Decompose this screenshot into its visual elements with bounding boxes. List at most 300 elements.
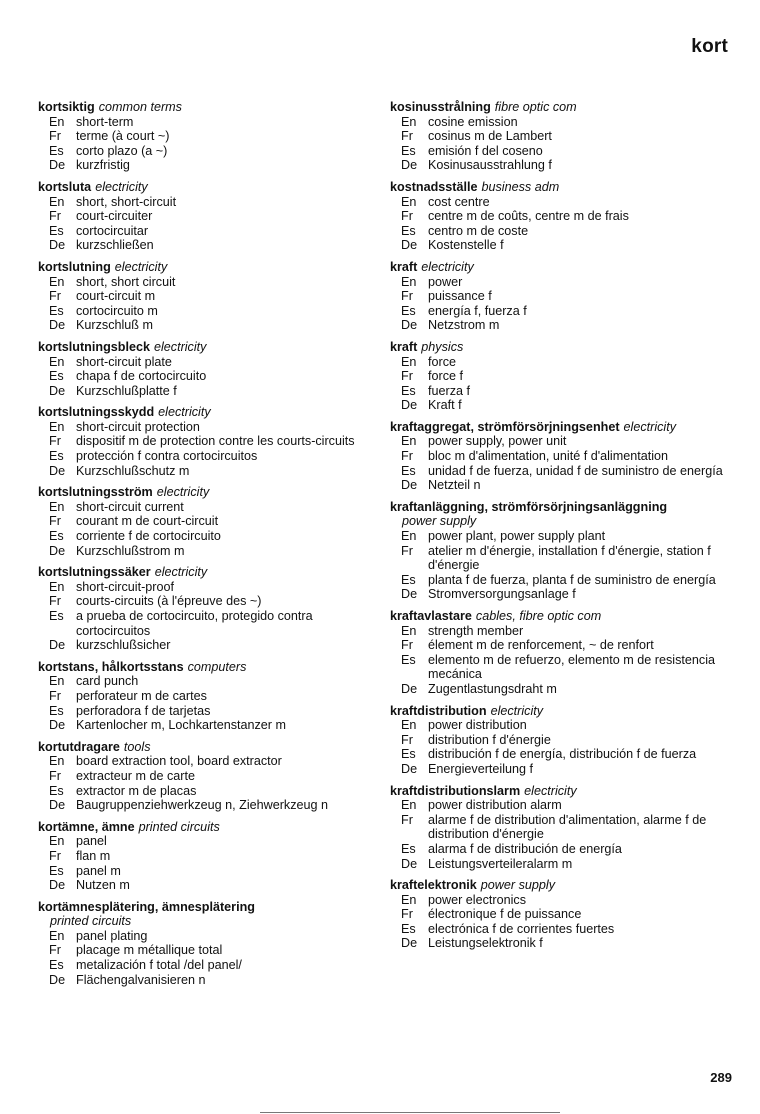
translation-text: corto plazo (a ~) <box>76 143 168 158</box>
translation-row <box>390 653 730 682</box>
translation-row <box>38 594 364 609</box>
language-code: Es <box>401 303 416 318</box>
language-code: En <box>401 194 417 209</box>
entry-heading <box>390 100 730 115</box>
translation-text: card punch <box>76 674 139 689</box>
translation-text: Kurzschlußstrom m <box>76 543 185 558</box>
entry-heading <box>38 660 364 675</box>
language-code: Es <box>401 223 416 238</box>
language-code: En <box>401 718 417 733</box>
translation-text: puissance f <box>428 289 492 304</box>
translation-text: a prueba de cortocircuito, protegido contra cortocircuitos <box>76 609 313 638</box>
subject-field: electricity <box>158 405 211 420</box>
translation-text: Kurzschluß m <box>76 318 153 333</box>
dictionary-entry <box>390 878 730 951</box>
translation-row <box>38 369 364 384</box>
language-code: En <box>49 579 65 594</box>
dictionary-entry <box>38 340 364 398</box>
language-code: En <box>49 114 65 129</box>
translation-text: panel m <box>76 863 121 878</box>
language-code: En <box>401 434 417 449</box>
language-code: De <box>401 318 418 333</box>
translation-text: Stromversorgungsanlage f <box>428 587 576 602</box>
bottom-rule <box>260 1112 560 1113</box>
language-code: Es <box>401 921 416 936</box>
translation-text: power plant, power supply plant <box>428 529 606 544</box>
language-code: De <box>49 383 66 398</box>
translation-row <box>38 304 364 319</box>
subject-field: electricity <box>156 485 210 500</box>
translation-text: dispositif m de protection contre les courts-circuits <box>76 434 355 449</box>
headword: kortämnesplätering, ämnesplätering <box>38 899 255 914</box>
translation-row <box>38 878 364 893</box>
translation-row <box>38 544 364 559</box>
dictionary-entry <box>38 180 364 253</box>
dictionary-entry <box>38 260 364 333</box>
translation-row <box>38 638 364 653</box>
subject-field: business adm <box>481 179 560 194</box>
language-code: En <box>401 798 417 813</box>
translation-text: Baugruppenziehwerkzeug n, Ziehwerkzeug n <box>76 798 329 813</box>
language-code: Fr <box>49 688 61 703</box>
translation-row <box>390 238 730 253</box>
language-code: En <box>401 892 417 907</box>
translation-row <box>38 609 364 638</box>
translation-text: flan m <box>76 848 111 863</box>
language-code: En <box>49 928 65 943</box>
translation-text: élement m de renforcement, ~ de renfort <box>428 638 654 653</box>
translation-text: Kraft f <box>428 398 462 413</box>
translation-text: power distribution <box>428 718 527 733</box>
translation-row <box>38 529 364 544</box>
subject-field: electricity <box>95 179 148 194</box>
subject-field: printed circuits <box>138 819 220 834</box>
entry-heading <box>38 340 364 355</box>
translation-row <box>38 929 364 944</box>
translation-row <box>38 224 364 239</box>
translation-text: Kartenlocher m, Lochkartenstanzer m <box>76 718 286 733</box>
language-code: De <box>401 681 418 696</box>
language-code: Fr <box>401 638 413 653</box>
language-code: Es <box>49 529 64 544</box>
subject-field: electricity <box>153 339 207 354</box>
translation-row <box>390 195 730 210</box>
translation-text: protección f contra cortocircuitos <box>76 449 258 464</box>
translation-text: energía f, fuerza f <box>428 303 527 318</box>
language-code: De <box>49 318 66 333</box>
language-code: De <box>49 158 66 173</box>
translation-row <box>38 689 364 704</box>
language-code: De <box>401 936 418 951</box>
translation-row <box>38 384 364 399</box>
translation-text: Zugentlastungsdraht m <box>428 681 557 696</box>
dictionary-entry <box>390 500 730 602</box>
language-code: Es <box>49 449 64 464</box>
translation-text: planta f de fuerza, planta f de suministro de energía <box>428 572 716 587</box>
translation-row <box>390 529 730 544</box>
translation-row <box>390 813 730 842</box>
language-code: En <box>401 354 417 369</box>
translation-text: short, short circuit <box>76 274 176 289</box>
dictionary-entry <box>390 420 730 493</box>
translation-text: distribution f d'énergie <box>428 732 551 747</box>
entry-heading <box>390 878 730 893</box>
translation-text: Leistungsverteileralarm m <box>428 856 573 871</box>
translation-text: perforateur m de cartes <box>76 688 207 703</box>
translation-row <box>390 936 730 951</box>
translation-row <box>390 478 730 493</box>
entry-heading <box>390 340 730 355</box>
translation-row <box>38 449 364 464</box>
headword: kortstans, hålkortsstans <box>38 659 184 674</box>
headword: kraftavlastare <box>390 609 472 623</box>
translation-text: force <box>428 354 456 369</box>
language-code: Es <box>49 863 64 878</box>
translation-row <box>390 922 730 937</box>
language-code: En <box>49 194 65 209</box>
translation-row <box>38 464 364 479</box>
entry-heading <box>38 820 364 835</box>
language-code: En <box>49 354 65 369</box>
language-code: Fr <box>49 943 61 958</box>
translation-text: électronique f de puissance <box>428 907 582 922</box>
translation-row <box>390 434 730 449</box>
translation-text: centre m de coûts, centre m de frais <box>428 209 629 224</box>
translation-row <box>390 384 730 399</box>
language-code: Fr <box>49 768 61 783</box>
translation-text: short-term <box>76 114 134 129</box>
language-code: De <box>401 238 418 253</box>
language-code: En <box>401 529 417 544</box>
language-code: De <box>49 638 66 653</box>
language-code: En <box>49 419 65 434</box>
translation-text: Netzstrom m <box>428 318 500 333</box>
entry-heading <box>38 180 364 195</box>
headword: kraftaggregat, strömförsörjningsenhet <box>390 419 620 434</box>
language-code: Fr <box>401 289 413 304</box>
translation-text: court-circuiter <box>76 209 153 224</box>
translation-row <box>38 704 364 719</box>
subject-field: power supply <box>480 878 556 893</box>
language-code: Fr <box>401 732 413 747</box>
subject-field: physics <box>421 339 464 354</box>
subject-field: electricity <box>623 419 677 434</box>
language-code: Es <box>401 652 416 667</box>
subject-field: electricity <box>490 703 544 718</box>
translation-row <box>390 129 730 144</box>
language-code: Es <box>401 747 416 762</box>
translation-text: kurzschließen <box>76 238 154 253</box>
subject-field: printed circuits <box>50 914 132 929</box>
translation-row <box>38 958 364 973</box>
subject-field: computers <box>187 659 247 674</box>
language-code: Fr <box>401 907 413 922</box>
translation-row <box>390 144 730 159</box>
translation-text: chapa f de cortocircuito <box>76 369 207 384</box>
translation-row <box>390 857 730 872</box>
translation-row <box>38 144 364 159</box>
translation-text: strength member <box>428 623 524 638</box>
translation-row <box>390 464 730 479</box>
translation-text: Kostenstelle f <box>428 238 504 253</box>
translation-text: distribución f de energía, distribución f de fuerza <box>428 747 697 762</box>
translation-row <box>390 304 730 319</box>
translation-row <box>390 398 730 413</box>
dictionary-entry <box>38 660 364 733</box>
language-code: Fr <box>401 449 413 464</box>
language-code: En <box>49 834 65 849</box>
translation-row <box>390 209 730 224</box>
translation-row <box>390 682 730 697</box>
translation-text: Netzteil n <box>428 478 481 493</box>
language-code: De <box>401 158 418 173</box>
headword: kraftdistributionslarm <box>390 783 521 798</box>
language-code: Fr <box>49 848 61 863</box>
headword: kortämne, ämne <box>38 819 135 834</box>
language-code: En <box>401 623 417 638</box>
translation-row <box>38 769 364 784</box>
entry-heading <box>38 900 364 929</box>
translation-row <box>390 449 730 464</box>
language-code: De <box>401 856 418 871</box>
entry-heading <box>390 500 730 529</box>
translation-text: bloc m d'alimentation, unité f d'alimentation <box>428 449 669 464</box>
entry-heading <box>38 565 364 580</box>
language-code: Es <box>49 958 64 973</box>
translation-text: kurzfristig <box>76 158 130 173</box>
translation-text: cosinus m de Lambert <box>428 129 552 144</box>
translation-row <box>38 849 364 864</box>
language-code: Fr <box>401 543 413 558</box>
language-code: De <box>49 463 66 478</box>
entry-heading <box>38 260 364 275</box>
translation-row <box>38 434 364 449</box>
language-code: Es <box>401 572 416 587</box>
language-code: De <box>49 543 66 558</box>
entry-heading <box>390 784 730 799</box>
language-code: Es <box>49 223 64 238</box>
translation-row <box>38 275 364 290</box>
entry-heading <box>390 420 730 435</box>
translation-text: Leistungselektronik f <box>428 936 543 951</box>
subject-field: power supply <box>402 514 477 529</box>
language-code: Fr <box>49 129 61 144</box>
translation-text: board extraction tool, board extractor <box>76 754 282 769</box>
dictionary-entry <box>38 740 364 813</box>
translation-text: short-circuit-proof <box>76 579 174 594</box>
language-code: Es <box>49 703 64 718</box>
translation-row <box>390 275 730 290</box>
language-code: Es <box>401 463 416 478</box>
subject-field: common terms <box>98 100 182 114</box>
entry-heading <box>38 100 364 115</box>
language-code: Es <box>49 609 64 623</box>
translation-row <box>390 544 730 573</box>
running-headword: kort <box>691 36 728 57</box>
left-column <box>38 100 364 994</box>
right-column <box>390 100 730 958</box>
translation-row <box>390 355 730 370</box>
translation-row <box>390 587 730 602</box>
dictionary-entry <box>390 100 730 173</box>
language-code: Fr <box>401 129 413 144</box>
translation-text: atelier m d'énergie, installation f d'énergie, station f d'énergie <box>428 543 711 573</box>
translation-text: placage m métallique total <box>76 943 223 958</box>
language-code: En <box>49 754 65 769</box>
dictionary-entry <box>390 609 730 697</box>
translation-text: force f <box>428 369 463 384</box>
translation-text: courts-circuits (à l'épreuve des ~) <box>76 594 262 609</box>
translation-text: short-circuit protection <box>76 419 200 434</box>
translation-row <box>390 369 730 384</box>
translation-row <box>390 718 730 733</box>
language-code: Fr <box>401 812 413 827</box>
language-code: Fr <box>49 289 61 304</box>
page-number: 289 <box>710 1070 732 1085</box>
translation-text: Energieverteilung f <box>428 761 534 776</box>
headword: kortslutning <box>38 259 111 274</box>
translation-text: panel plating <box>76 928 148 943</box>
language-code: Fr <box>401 369 413 384</box>
entry-heading <box>38 485 364 500</box>
translation-text: terme (à court ~) <box>76 129 170 144</box>
language-code: En <box>401 274 417 289</box>
language-code: De <box>49 878 66 893</box>
language-code: Fr <box>49 434 61 449</box>
subject-field: electricity <box>524 783 577 798</box>
language-code: Es <box>401 841 416 856</box>
translation-text: panel <box>76 834 107 849</box>
translation-text: unidad f de fuerza, unidad f de suministro de energía <box>428 463 723 478</box>
translation-row <box>38 115 364 130</box>
dictionary-entry <box>390 704 730 777</box>
headword: kortutdragare <box>38 739 120 754</box>
translation-row <box>38 943 364 958</box>
translation-row <box>38 514 364 529</box>
translation-row <box>390 289 730 304</box>
translation-text: short, short-circuit <box>76 194 177 209</box>
translation-text: kurzschlußsicher <box>76 638 171 653</box>
language-code: Es <box>49 303 64 318</box>
headword: kortslutningsström <box>38 485 153 500</box>
headword: kortsluta <box>38 179 92 194</box>
translation-row <box>390 573 730 588</box>
subject-field: electricity <box>154 565 208 580</box>
headword: kortslutningssäker <box>38 565 151 580</box>
headword: kostnadsställe <box>390 179 478 194</box>
translation-row <box>390 907 730 922</box>
language-code: De <box>49 238 66 253</box>
translation-row <box>390 733 730 748</box>
translation-row <box>38 129 364 144</box>
headword: kortsiktig <box>38 100 95 114</box>
language-code: De <box>401 761 418 776</box>
language-code: Fr <box>401 209 413 224</box>
translation-row <box>38 355 364 370</box>
subject-field: fibre optic com <box>494 100 577 114</box>
translation-text: short-circuit current <box>76 499 184 514</box>
translation-row <box>38 754 364 769</box>
translation-text: metalización f total /del panel/ <box>76 958 242 973</box>
subject-field: electricity <box>421 259 474 274</box>
headword: kraftdistribution <box>390 703 487 718</box>
translation-text: power electronics <box>428 892 526 907</box>
translation-text: fuerza f <box>428 383 470 398</box>
language-code: En <box>49 674 65 689</box>
language-code: De <box>401 587 418 602</box>
dictionary-entry <box>38 820 364 893</box>
translation-row <box>390 318 730 333</box>
translation-text: Kurzschlußschutz m <box>76 463 190 478</box>
translation-row <box>38 784 364 799</box>
translation-text: alarme f de distribution d'alimentation, alarme f de distribution d'énergie <box>428 812 707 842</box>
translation-row <box>390 747 730 762</box>
entry-heading <box>390 609 730 624</box>
translation-text: Kurzschlußplatte f <box>76 383 177 398</box>
translation-row <box>38 674 364 689</box>
translation-text: cortocircuitar <box>76 223 149 238</box>
subject-field: cables, fibre optic com <box>475 609 602 623</box>
translation-text: extracteur m de carte <box>76 768 195 783</box>
language-code: En <box>49 274 65 289</box>
headword: kortslutningsskydd <box>38 405 155 420</box>
dictionary-entry <box>390 260 730 333</box>
language-code: De <box>49 972 66 987</box>
translation-text: power <box>428 274 463 289</box>
translation-row <box>390 842 730 857</box>
translation-row <box>390 893 730 908</box>
subject-field: electricity <box>114 259 168 274</box>
translation-row <box>38 420 364 435</box>
translation-row <box>390 762 730 777</box>
translation-row <box>38 195 364 210</box>
dictionary-entry <box>390 340 730 413</box>
language-code: De <box>49 718 66 733</box>
translation-row <box>38 798 364 813</box>
dictionary-entry <box>390 180 730 253</box>
translation-text: court-circuit m <box>76 289 156 304</box>
language-code: En <box>49 499 65 514</box>
headword: kortslutningsbleck <box>38 339 150 354</box>
dictionary-entry <box>38 100 364 173</box>
headword: kraftanläggning, strömförsörjningsanläggning <box>390 499 668 514</box>
language-code: Es <box>401 383 416 398</box>
translation-row <box>38 864 364 879</box>
translation-text: power supply, power unit <box>428 434 567 449</box>
language-code: Fr <box>49 594 61 609</box>
dictionary-entry <box>38 900 364 988</box>
language-code: Es <box>49 783 64 798</box>
translation-text: alarma f de distribución de energía <box>428 841 622 856</box>
dictionary-entry <box>38 405 364 478</box>
language-code: Es <box>401 143 416 158</box>
language-code: De <box>401 398 418 413</box>
translation-row <box>38 834 364 849</box>
translation-row <box>38 973 364 988</box>
language-code: Fr <box>49 514 61 529</box>
subject-field: tools <box>123 739 151 754</box>
entry-heading <box>390 260 730 275</box>
translation-row <box>38 580 364 595</box>
translation-row <box>38 238 364 253</box>
translation-text: Flächengalvanisieren n <box>76 972 206 987</box>
translation-text: elemento m de refuerzo, elemento m de resistencia mecánica <box>428 652 715 682</box>
headword: kosinusstrålning <box>390 100 491 114</box>
translation-row <box>390 624 730 639</box>
headword: kraftelektronik <box>390 878 477 893</box>
translation-row <box>390 798 730 813</box>
translation-row <box>38 500 364 515</box>
